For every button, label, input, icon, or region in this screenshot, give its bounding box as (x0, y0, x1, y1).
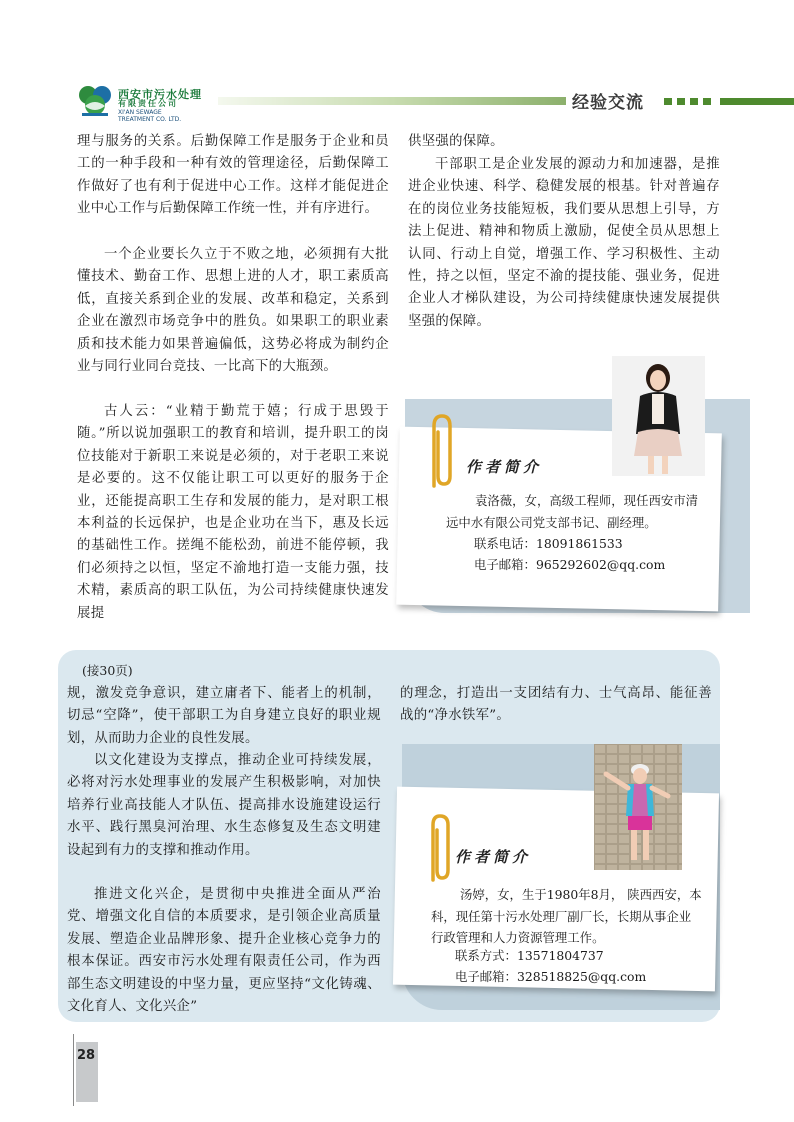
continued-paragraph-2: 以文化建设为支撑点，推动企业可持续发展，必将对污水处理事业的发展产生积极影响，对加快培养行业高技能人才队伍、提高排水设施建设运行水平、践行黑臭河治理、水生态修复及生态文明建设起到有力的支撑和推动作用。 (67, 753, 381, 858)
author-phone: 联系电话：18091861533 (474, 536, 623, 551)
header-square (703, 98, 711, 105)
footer-rule (73, 1034, 74, 1106)
author-phone: 联系方式：13571804737 (455, 948, 604, 963)
header-square (664, 98, 672, 105)
header-square (677, 98, 685, 105)
author-photo (594, 744, 682, 870)
logo-name-cn-line1: 西安市污水处理 (118, 88, 202, 101)
page-number: 28 (77, 1048, 96, 1063)
author-bio: 汤婷，女，生于1980年8月， 陕西西安，本科，现任第十污水处理厂副厂长，长期从事企业行政管理和人力资源管理工作。 (431, 887, 702, 945)
author-card-heading: 作者简介 (455, 848, 532, 866)
continued-note: (接30页) (82, 663, 133, 678)
paperclip-icon (420, 812, 458, 886)
company-logo-icon (76, 84, 114, 118)
left-paragraph-3: 古人云：“业精于勤荒于嬉；行成于思毁于随。”所以说加强职工的教育和培训，提升职工的岗位技能对于新职工来说是必须的，对于老职工来说是必要的。这不仅能让职工可以更好的服务于企业，还能提高职工生存和发展的能力，是对职工根本利益的长远保护，也是企业功在当下，惠及长远的基础性工作。搓绳不能松劲，前进不能停顿，我们必须持之以恒，坚定不渝地打造一支能力强，技术精，素质高的职工队伍，为公司持续健康快速发展提 (77, 404, 389, 621)
author-email: 电子邮箱：965292602@qq.com (474, 557, 666, 572)
continued-paragraph-1: 规，激发竞争意识，建立庸者下、能者上的机制，切忌“空降”，使干部职工为自身建立良好的职业规划，从而助力企业的良性发展。 (67, 686, 381, 746)
right-paragraph-1: 供坚强的保障。 (408, 134, 504, 149)
left-paragraph-1: 理与服务的关系。后勤保障工作是服务于企业和员工的一种手段和一种有效的管理途径，后勤保障工作做好了也有利于促进中心工作。这样才能促进企业中心工作与后勤保障工作统一性，并有序进行。 (77, 134, 389, 217)
header-gradient-bar (218, 97, 566, 105)
continued-right-paragraph: 的理念，打造出一支团结有力、士气高昂、能征善战的“净水铁军”。 (400, 686, 712, 724)
continued-paragraph-3: 推进文化兴企，是贯彻中央推进全面从严治党、增强文化自信的本质要求，是引领企业高质量发展、塑造企业品牌形象、提升企业核心竞争力的根本保证。西安市污水处理有限责任公司，作为西部生态文明建设的中坚力量，更应坚持“文化铸魂、文化育人、文化兴企” (67, 887, 381, 1015)
logo-name-en-line1: XI'AN SEWAGE (118, 109, 162, 116)
author-photo (612, 356, 705, 476)
section-title: 经验交流 (572, 93, 644, 113)
header-green-line (720, 98, 794, 105)
left-paragraph-2: 一个企业要长久立于不败之地，必须拥有大批懂技术、勤奋工作、思想上进的人才，职工素质高低，直接关系到企业的发展、改革和稳定，关系到企业在激烈市场竞争中的胜负。如果职工的职业素质和技术能力如果普遍偏低，这势必将成为制约企业与同行业同台竞技、一比高下的大瓶颈。 (77, 247, 389, 375)
author-email: 电子邮箱：328518825@qq.com (455, 969, 647, 984)
logo-name-cn-line2: 有限责任公司 (118, 99, 178, 108)
author-card-heading: 作者简介 (466, 458, 543, 476)
author-bio: 袁洛薇，女，高级工程师，现任西安市清远中水有限公司党支部书记、副经理。 (446, 493, 699, 530)
logo-name-en-line2: TREATMENT CO. LTD. (118, 116, 182, 123)
paperclip-icon (420, 412, 460, 492)
header-square (690, 98, 698, 105)
right-paragraph-2: 干部职工是企业发展的源动力和加速器，是推进企业快速、科学、稳健发展的根基。针对普遍存在的岗位业务技能短板，我们要从思想上引导，方法上促进、精神和物质上激励，促使全员从思想上认同、行动上自觉，增强工作、学习积极性、主动性，持之以恒，坚定不渝的提技能、强业务，促进企业人才梯队建设，为公司持续健康快速发展提供坚强的保障。 (408, 157, 720, 329)
